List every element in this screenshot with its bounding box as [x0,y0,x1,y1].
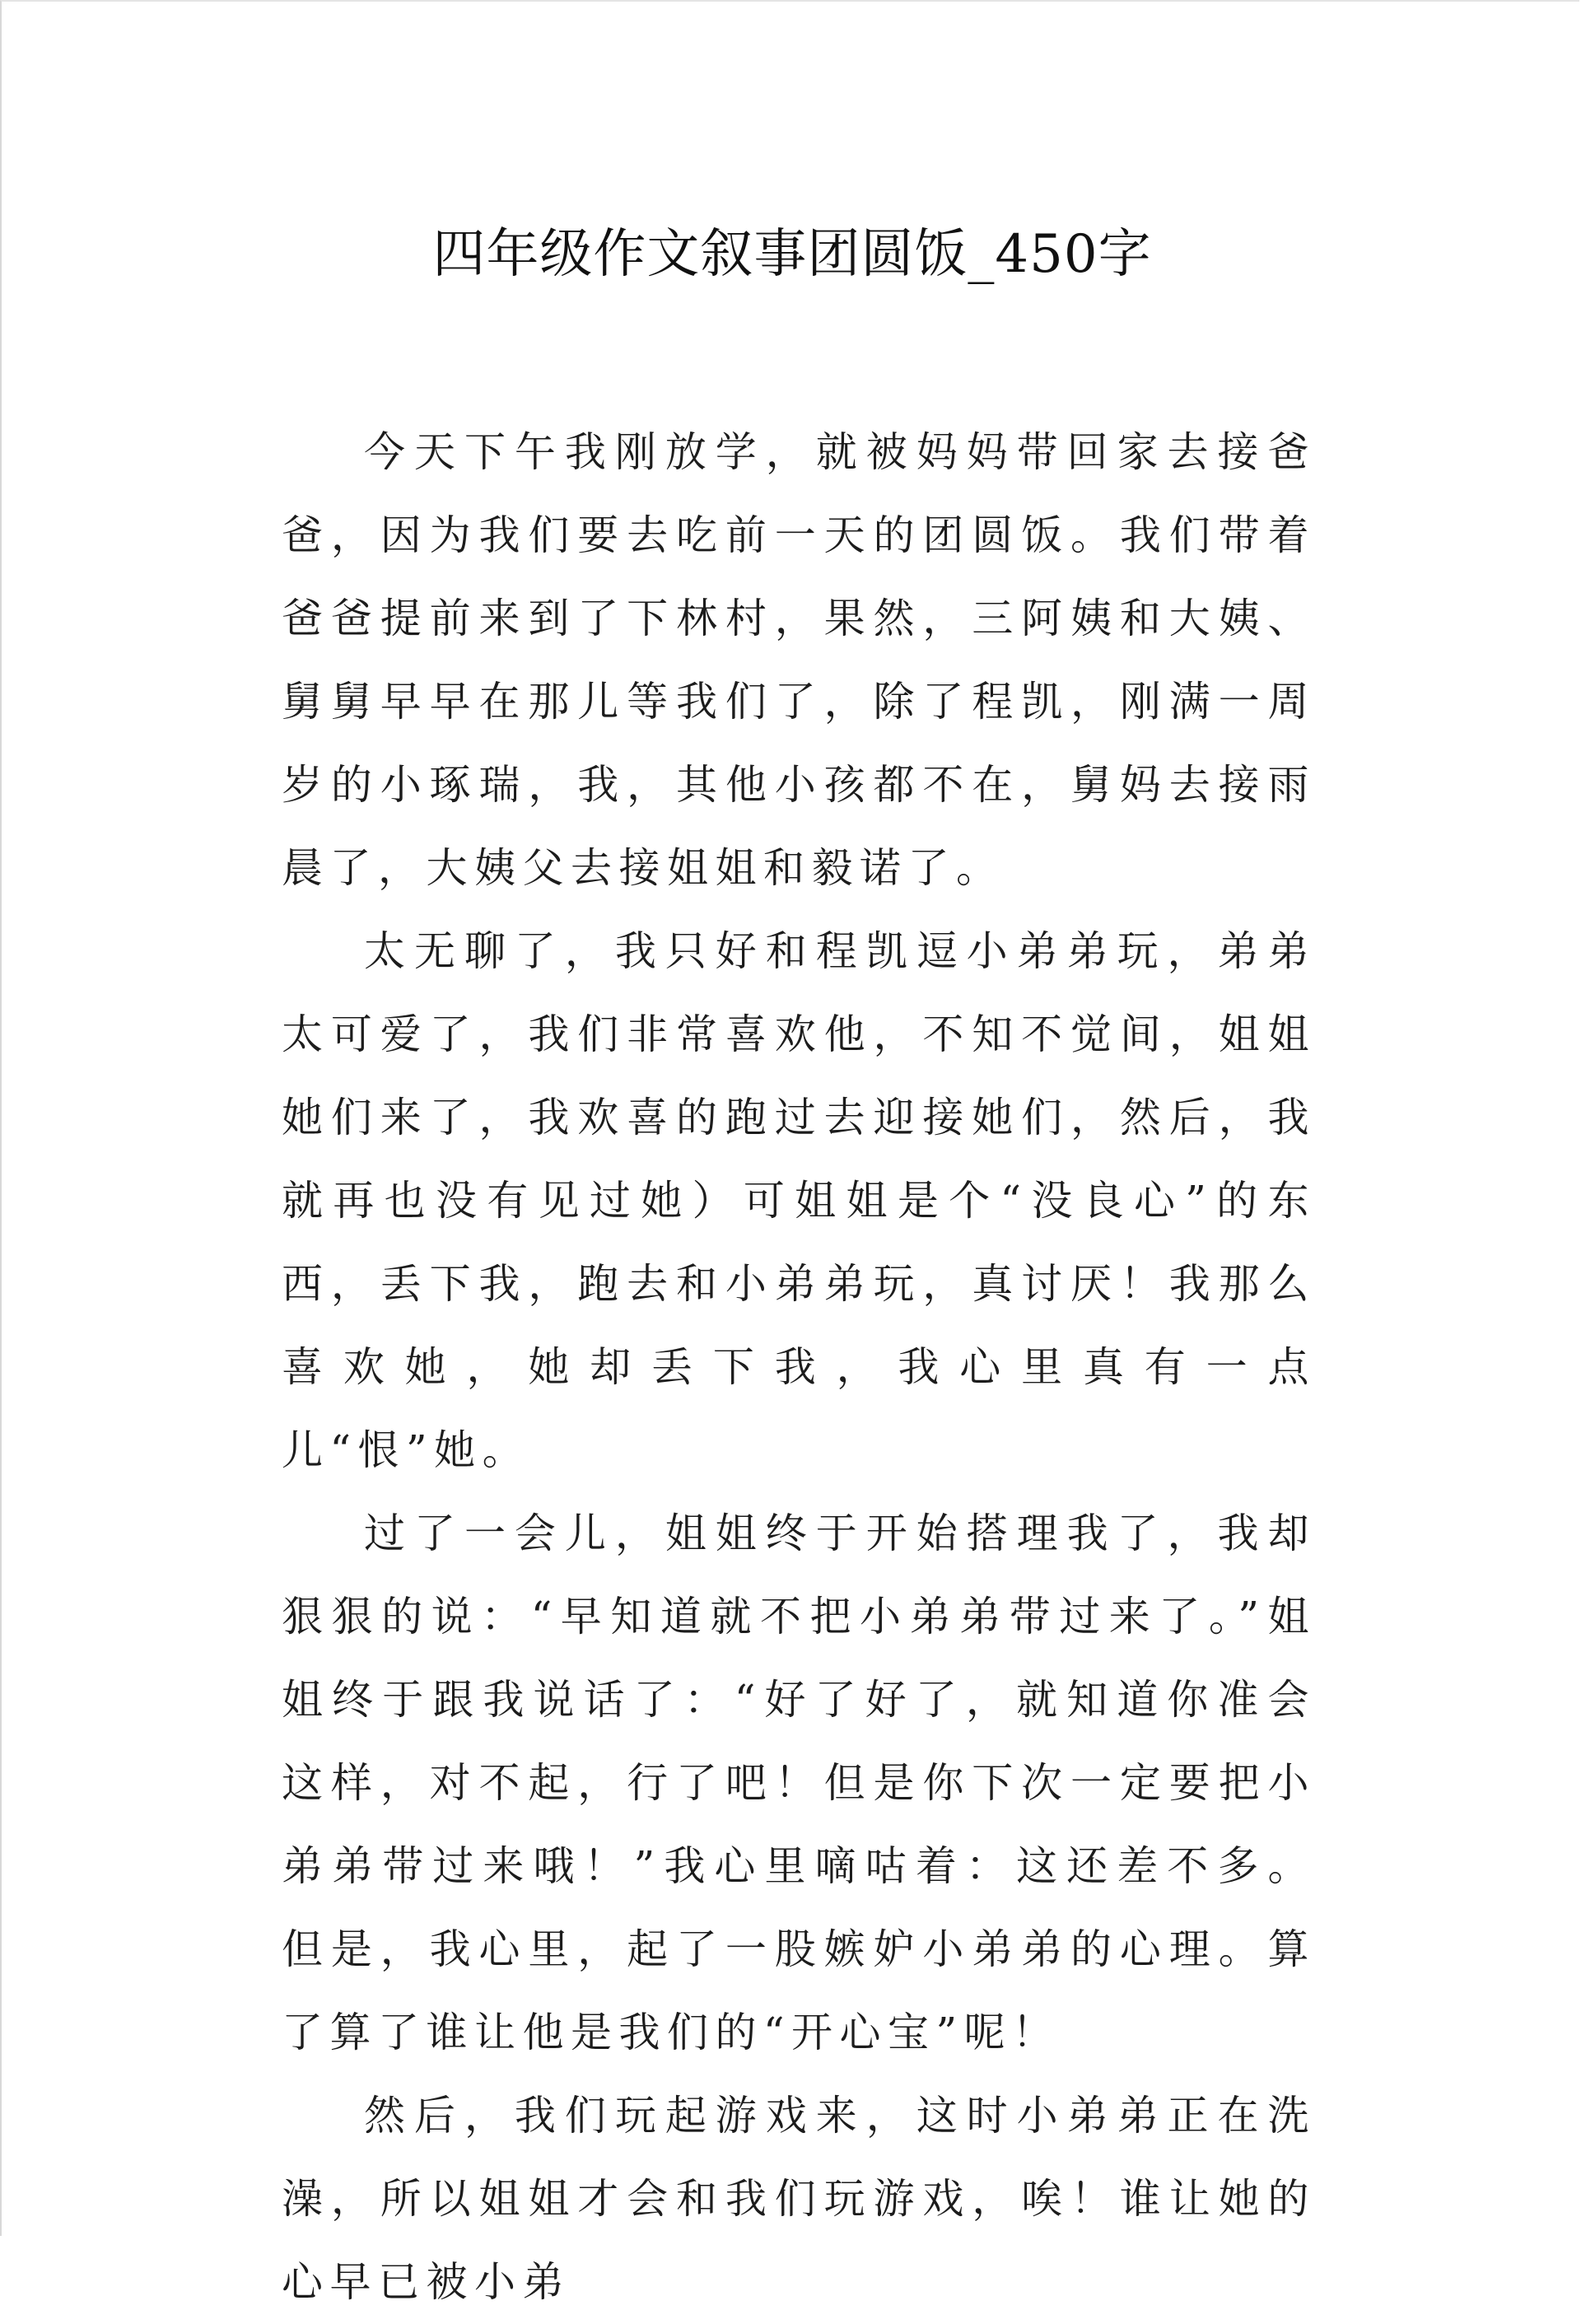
paragraph-1: 今天下午我刚放学，就被妈妈带回家去接爸爸，因为我们要去吃前一天的团圆饭。我们带着爸爸提前来到了下林村，果然，三阿姨和大姨、舅舅早早在那儿等我们了，除了程凯，刚满一周岁的小琢瑞，我，其他小孩都不在，舅妈去接雨晨了，大姨父去接姐姐和毅诺了。 [282,428,1316,892]
paragraph-2: 太无聊了，我只好和程凯逗小弟弟玩，弟弟太可爱了，我们非常喜欢他，不知不觉间，姐姐她们来了，我欢喜的跑过去迎接她们，然后，我就再也没有见过她）可姐姐是个“没良心”的东西，丢下我，跑去和小弟弟玩，真讨厌！我那么喜欢她，她却丢下我，我心里真有一点儿“恨”她。 [282,927,1316,1474]
paragraph-4: 然后，我们玩起游戏来，这时小弟弟正在洗澡，所以姐姐才会和我们玩游戏，唉！谁让她的心早已被小弟 [282,2092,1316,2306]
paragraph-3: 过了一会儿，姐姐终于开始搭理我了，我却狠狠的说：“早知道就不把小弟弟带过来了。”姐姐终于跟我说话了：“好了好了，就知道你准会这样，对不起，行了吧！但是你下次一定要把小弟弟带过来哦！”我心里嘀咕着：这还差不多。但是，我心里，起了一股嫉妒小弟弟的心理。算了算了谁让他是我们的“开心宝”呢！ [282,1510,1316,2056]
document-title: 四年级作文叙事团圆饭_450字 [432,224,1152,285]
document-body [282,411,1316,2324]
